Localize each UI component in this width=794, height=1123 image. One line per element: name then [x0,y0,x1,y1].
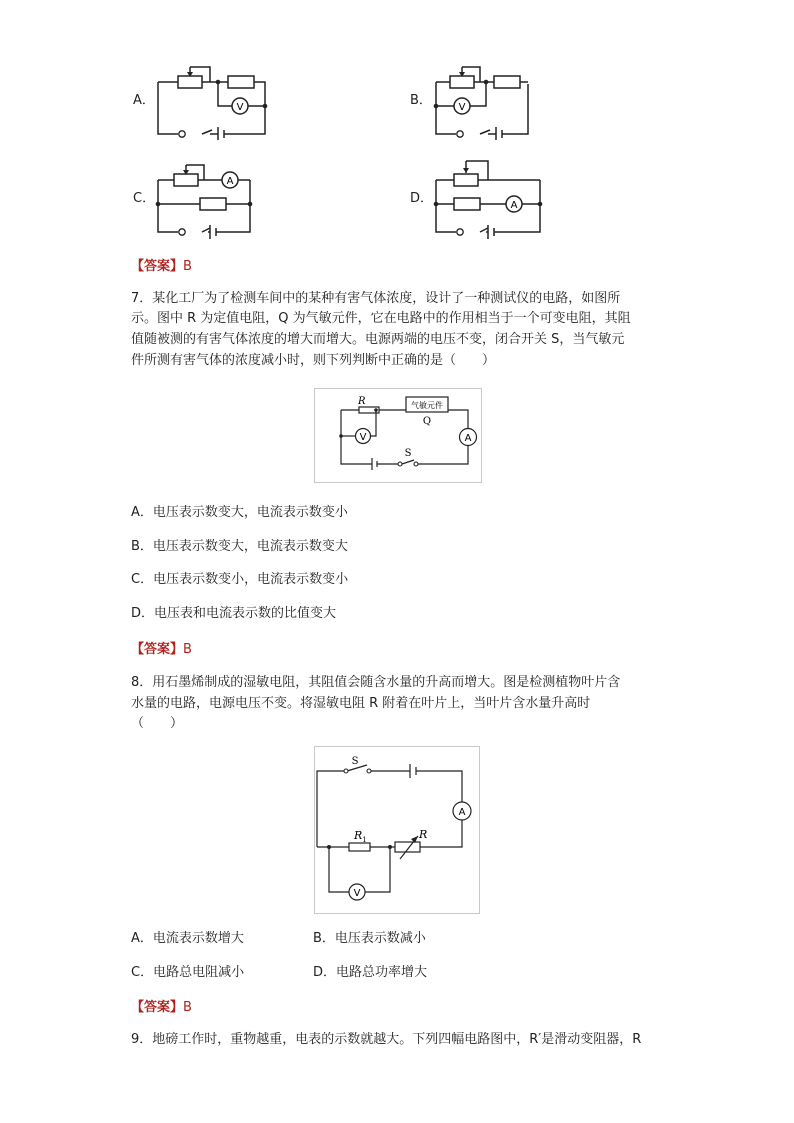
option-a-label: A． [133,93,155,108]
answer-value: B [183,642,192,657]
label-r1: $R_1$ [354,829,367,844]
ammeter-label: A [464,433,472,444]
q6-answer [131,255,192,274]
q8-circuit-diagram [314,746,478,912]
option-b-label: B． [410,93,432,108]
q8-option-b: B．电压表示数减小 [313,931,426,946]
circuit-option-a [150,58,280,140]
q7-answer [131,638,192,657]
q7-option-d: D．电压表和电流表示数的比值变大 [131,606,337,621]
ammeter-label: A [226,176,234,187]
answer-value: B [183,1000,192,1015]
voltmeter-label: V [458,102,466,113]
voltmeter-label: V [236,102,244,113]
label-q: Q [422,416,432,427]
voltmeter-label: V [353,888,361,899]
label-s: S [351,756,359,767]
q8-text-line-1: 8．用石墨烯制成的湿敏电阻，其阻值会随含水量的升高而增大。图是检测植物叶片含 [131,675,621,690]
q7-circuit-diagram [314,388,480,481]
q7-text-line-2: 示。图中 R 为定值电阻，Q 为气敏元件，它在电路中的作用相当于一个可变电阻，其阻 [131,311,631,326]
q7-option-c: C．电压表示数变小，电流表示数变小 [131,572,349,587]
q7-option-b: B．电压表示数变大，电流表示数变大 [131,539,348,554]
label-r: R [358,396,366,407]
q7-text-line-4: 件所测有害气体的浓度减小时，则下列判断中正确的是（ ） [131,353,496,368]
option-d-label: D． [410,191,434,206]
answer-tag: 【答案】 [131,259,184,274]
q9-text-line-1: 9．地磅工作时，重物越重，电表的示数就越大。下列四幅电路图中，R′是滑动变阻器，R [131,1032,642,1047]
q7-option-a: A．电压表示数变大，电流表示数变小 [131,505,348,520]
label-gas-sensor: 气敏元件 [411,401,443,410]
circuit-option-b [428,58,558,140]
q8-text-line-2: 水量的电路，电源电压不变。将湿敏电阻 R 附着在叶片上，当叶片含水量升高时 [131,696,591,711]
answer-value: B [183,259,192,274]
q8-option-d: D．电路总功率增大 [313,965,428,980]
q8-answer [131,996,192,1015]
answer-tag: 【答案】 [131,642,184,657]
q8-option-c: C．电路总电阻减小 [131,965,245,980]
ammeter-label: A [458,807,466,818]
q7-text-line-3: 值随被测的有害气体浓度的增大而增大。电源两端的电压不变，闭合开关 S，当气敏元 [131,332,625,347]
q7-text-line-1: 7．某化工厂为了检测车间中的某种有害气体浓度，设计了一种测试仪的电路，如图所 [131,291,621,306]
label-s: S [404,448,412,459]
ammeter-label: A [510,200,518,211]
answer-tag: 【答案】 [131,1000,184,1015]
circuit-option-d [428,156,548,242]
q8-option-a: A．电流表示数增大 [131,931,244,946]
voltmeter-label: V [359,432,367,443]
option-c-label: C． [133,191,156,206]
label-r: R [419,828,428,841]
q8-text-line-3: （ ） [131,716,184,731]
circuit-option-c [150,156,260,242]
